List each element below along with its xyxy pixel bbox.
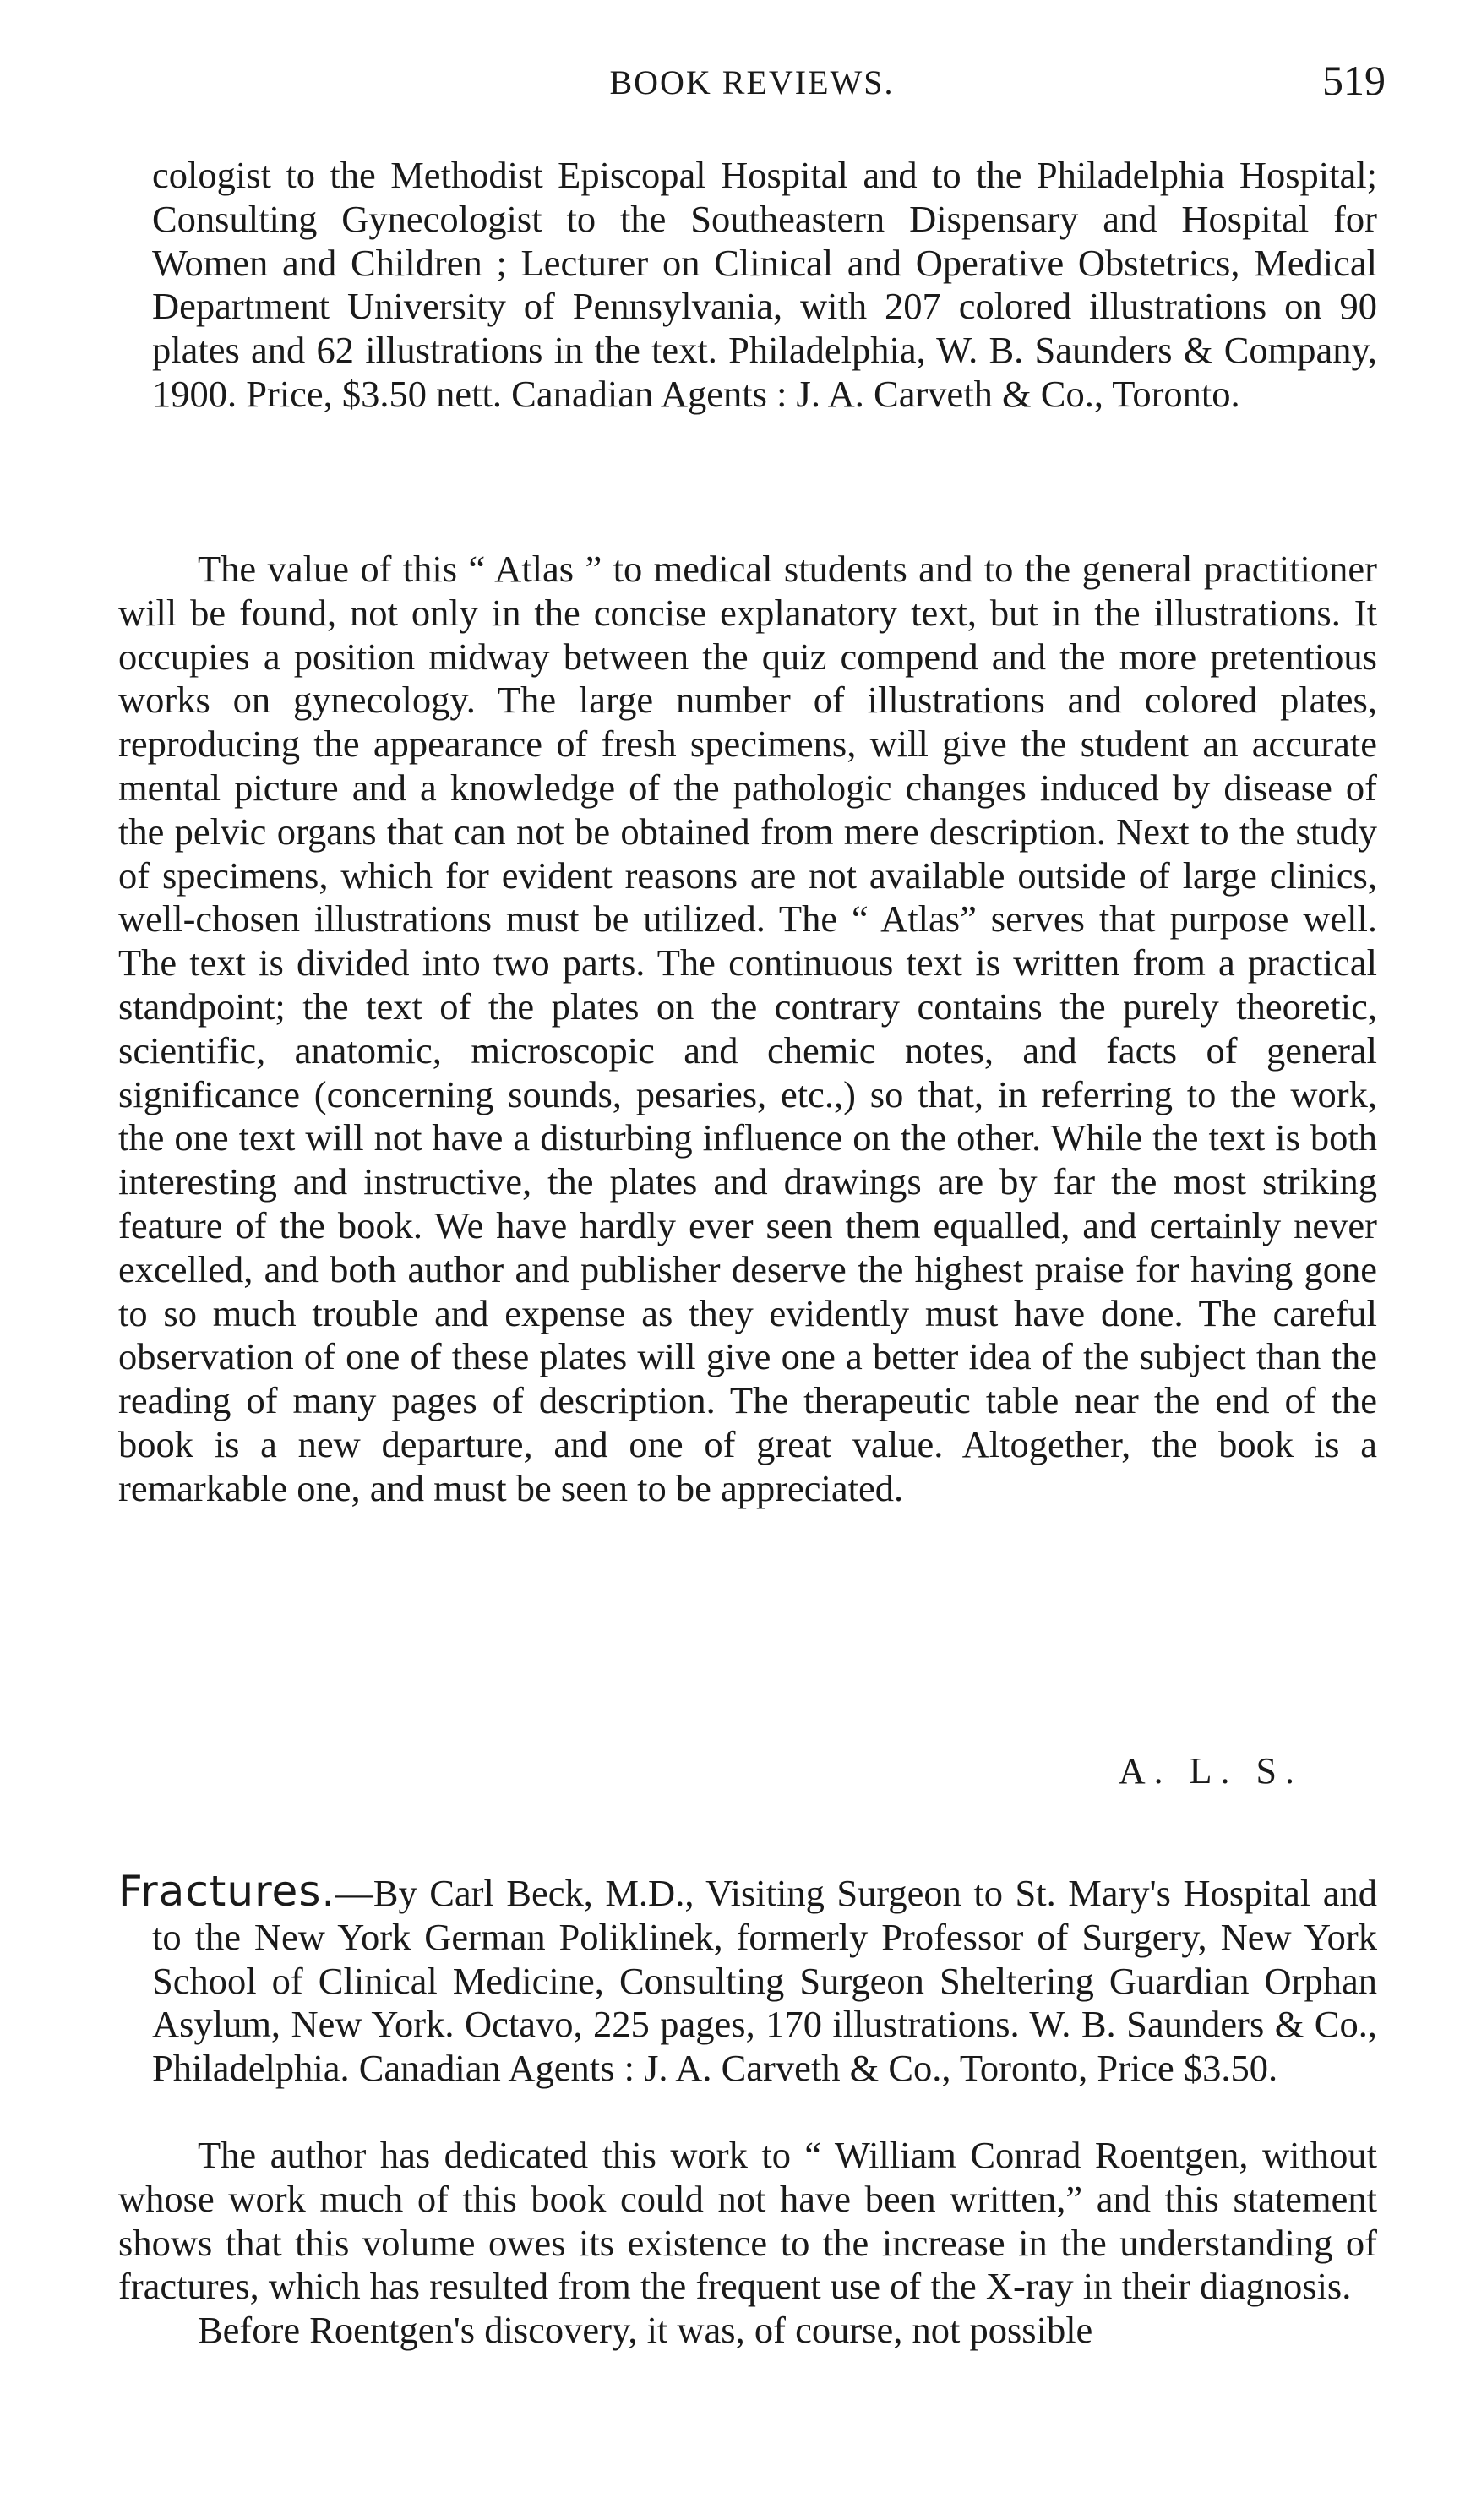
review2-headword: Fractures. (118, 1867, 336, 1916)
running-head (118, 57, 1386, 112)
review2-paragraph-1: The author has dedicated this work to “ William Conrad Roentgen, without whose work much of this book could not have been written,” and this statement shows that this volume owes its existence to the increase in the understanding of fractures, which has resulted from the frequent use of the X-ray in their diagnosis. (118, 2134, 1377, 2308)
running-title: BOOK REVIEWS. (609, 63, 895, 101)
review2-body (118, 2134, 1377, 2353)
review2-citation-text: —By Carl Beck, M.D., Visiting Surgeon to St. Mary's Hospital and to the New York German Poliklinek, formerly Professor of Surgery, New York School of Clinical Medicine, Consulting Surgeon Sheltering Guardian Orphan Asylum, New York. Octavo, 225 pages, 170 illustrations. W. B. Saunders & Co., Philadelphia. Canadian Agents : J. A. Carveth & Co., Toronto, Price $3.50. (152, 1872, 1377, 2090)
page-number: 519 (1322, 57, 1386, 104)
review2-citation (118, 1867, 1377, 2091)
review1-citation-continuation: cologist to the Methodist Episcopal Hospital and to the Philadelphia Hospital; Consulting Gynecologist to the Southeastern Dispensary and Hospital for Women and Children ; Lecturer on Clinical and Operative Obstetrics, Medical Department University of Pennsylvania, with 207 colored illustrations on 90 plates and 62 illustrations in the text. Philadelphia, W. B. Saunders & Company, 1900. Price, $3.50 nett. Canadian Agents : J. A. Carveth & Co., Toronto. (152, 154, 1377, 415)
review1-signature: A. L. S. (1118, 1750, 1303, 1792)
review1-body: The value of this “ Atlas ” to medical students and to the general practitioner will be found, not only in the concise explanatory text, but in the illustrations. It occupies a position midway between the quiz compend and the more pretentious works on gynecology. The large number of illustrations and colored plates, reproducing the appearance of fresh specimens, will give the student an accurate mental picture and a knowledge of the pathologic changes induced by disease of the pelvic organs that can not be obtained from mere description. Next to the study of specimens, which for evident reasons are not available outside of large clinics, well-chosen illustrations must be utilized. The “ Atlas” serves that purpose well. The text is divided into two parts. The continuous text is written from a practical standpoint; the text of the plates on the contrary contains the purely theoretic, scientific, anatomic, microscopic and chemic notes, and facts of general significance (concerning sounds, pesaries, etc.,) so that, in referring to the work, the one text will not have a disturbing influence on the other. While the text is both interesting and instructive, the plates and drawings are by far the most striking feature of the book. We have hardly ever seen them equalled, and certainly never excelled, and both author and publisher deserve the highest praise for having gone to so much trouble and expense as they evidently must have done. The careful observation of one of these plates will give one a better idea of the subject than the reading of many pages of description. The therapeutic table near the end of the book is a new departure, and one of great value. Altogether, the book is a remarkable one, and must be seen to be appreciated. (118, 548, 1377, 1509)
review2-paragraph-2: Before Roentgen's discovery, it was, of course, not possible (198, 2309, 1093, 2352)
